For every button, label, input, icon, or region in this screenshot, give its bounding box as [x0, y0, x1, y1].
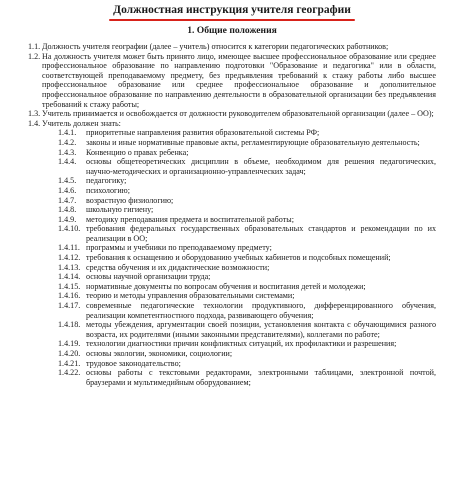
sub-item-number: 1.4.18. [58, 320, 81, 330]
sub-item-text: требования к оснащению и оборудованию учебных кабинетов и подсобных помещений; [86, 253, 391, 263]
sub-list-item [28, 205, 436, 215]
sub-list-item [28, 157, 436, 176]
sub-item-number: 1.4.8. [58, 205, 77, 215]
sub-item-text: современные педагогические технологии продуктивного, дифференцированного обучения, реализации компетентностного подхода, развивающего обучения; [86, 301, 436, 320]
item-text: Учитель должен знать: [42, 118, 121, 128]
sub-item-number: 1.4.20. [58, 349, 81, 358]
sub-list-item [28, 253, 436, 263]
sub-items-list [28, 128, 436, 387]
sub-item-number: 1.4.4. [58, 157, 77, 167]
sub-item-text: основы работы с текстовыми редакторами, электронными таблицами, электронной почтой, браузерами и мультимедийным оборудованием; [86, 368, 436, 387]
sub-item-text: основы экологии, экономики, социологии; [86, 349, 233, 358]
sub-item-text: законы и иные нормативные правовые акты, регламентирующие образовательную деятельность; [86, 137, 420, 147]
sub-item-text: возрастную физиологию; [86, 195, 174, 205]
sub-item-text: теорию и методы управления образовательными системами; [86, 291, 295, 301]
sub-item-text: нормативные документы по вопросам обучения и воспитания детей и молодежи; [86, 281, 366, 291]
sub-item-text: основы научной организации труда; [86, 272, 211, 282]
title-wrap [113, 4, 351, 17]
sub-list-item [28, 368, 436, 387]
sub-item-text: школьную гигиену; [86, 205, 154, 215]
sub-item-number: 1.4.2. [58, 137, 77, 147]
sub-item-text: психологию; [86, 185, 130, 195]
sub-list-item [28, 301, 436, 320]
item-number: 1.3. [28, 109, 41, 119]
sub-item-number: 1.4.22. [58, 368, 81, 378]
list-item [28, 119, 436, 129]
sub-item-number: 1.4.16. [58, 291, 81, 301]
list-item [28, 42, 436, 52]
sub-item-text: основы общетеоретических дисциплин в объеме, необходимом для решения педагогических, научно-методических и организационно-управленческих задач; [86, 157, 436, 176]
sub-item-text: методы убеждения, аргументации своей позиции, установления контакта с обучающимися разного возраста, их родителями (иными законными представителями), коллегами по работе; [86, 320, 436, 339]
sub-list-item [28, 224, 436, 243]
document-title: Должностная инструкция учителя географии [113, 4, 351, 16]
item-text: Должность учителя географии (далее – учитель) относится к категории педагогических работников; [42, 42, 389, 51]
sub-list-item [28, 359, 436, 369]
sub-list-item [28, 176, 436, 186]
list-item [28, 52, 436, 110]
sub-list-item [28, 196, 436, 206]
sub-item-text: средства обучения и их дидактические возможности; [86, 262, 270, 272]
item-number: 1.2. [28, 51, 41, 61]
sub-item-number: 1.4.7. [58, 195, 77, 205]
document-title-row [28, 4, 436, 17]
sub-item-text: технологии диагностики причин конфликтных ситуаций, их профилактики и разрешения; [86, 339, 397, 349]
sub-item-number: 1.4.12. [58, 253, 81, 263]
sub-item-number: 1.4.10. [58, 224, 81, 234]
items-list [28, 42, 436, 128]
list-item [28, 109, 436, 119]
sub-item-number: 1.4.1. [58, 128, 77, 138]
section-heading: 1. Общие положения [187, 25, 277, 36]
sub-item-text: методику преподавания предмета и воспитательной работы; [86, 214, 294, 224]
item-number: 1.1. [28, 42, 41, 51]
item-number: 1.4. [28, 118, 41, 128]
sub-list-item [28, 272, 436, 282]
sub-list-item [28, 349, 436, 359]
sub-list-item [28, 148, 436, 158]
sub-item-text: требования федеральных государственных образовательных стандартов и рекомендации по их реализации в ОО; [86, 224, 436, 243]
sub-item-number: 1.4.3. [58, 147, 77, 157]
sub-list-item [28, 243, 436, 253]
sub-item-number: 1.4.14. [58, 272, 81, 282]
sub-item-number: 1.4.21. [58, 358, 81, 368]
sub-item-number: 1.4.5. [58, 176, 77, 186]
item-text: На должность учителя может быть принято лицо, имеющее высшее профессиональное образование или среднее профессиональное образование по направлению подготовки "Образование и педагогика" или в области, соответствующей преподаваемому предмету, без предъявления требований к стажу работы либо высшее профессиональное образование или среднее профессиональное образование и дополнительное профессиональное образование по направлению деятельности в образовательной организации без предъявления требований к стажу работы; [42, 51, 436, 109]
item-text: Учитель принимается и освобождается от должности руководителем образовательной организации (далее – ОО); [42, 109, 434, 119]
sub-item-text: педагогику; [86, 176, 127, 186]
sub-list-item [28, 339, 436, 349]
red-highlight-mark [109, 19, 355, 21]
sub-item-number: 1.4.9. [58, 214, 77, 224]
sub-list-item [28, 186, 436, 196]
sub-list-item [28, 138, 436, 148]
sub-item-text: приоритетные направления развития образовательной системы РФ; [86, 128, 320, 138]
sub-item-text: Конвенцию о правах ребенка; [86, 147, 189, 157]
sub-list-item [28, 263, 436, 273]
sub-item-number: 1.4.19. [58, 339, 81, 349]
sub-item-text: программы и учебники по преподаваемому предмету; [86, 243, 272, 253]
sub-item-number: 1.4.17. [58, 301, 81, 311]
sub-list-item [28, 128, 436, 138]
sub-item-number: 1.4.6. [58, 185, 77, 195]
sub-list-item [28, 282, 436, 292]
sub-item-text: трудовое законодательство; [86, 358, 181, 368]
sub-item-number: 1.4.13. [58, 262, 81, 272]
sub-list-item [28, 291, 436, 301]
sub-list-item [28, 320, 436, 339]
sub-item-number: 1.4.11. [58, 243, 80, 253]
sub-list-item [28, 215, 436, 225]
sub-item-number: 1.4.15. [58, 281, 81, 291]
